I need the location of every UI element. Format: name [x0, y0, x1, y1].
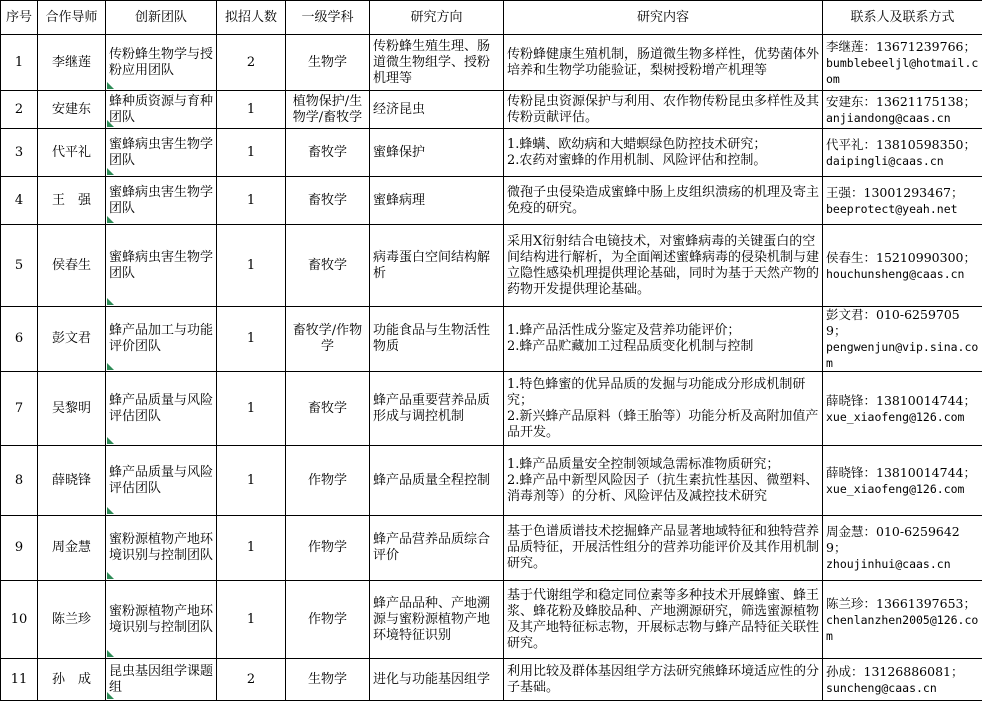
- contact-name-phone: 安建东：13621175138；: [826, 94, 979, 110]
- discipline: 畜牧学/作物学: [286, 307, 370, 372]
- recruit-count: 2: [217, 35, 286, 91]
- column-header: 合作导师: [38, 1, 106, 35]
- contact-info: [823, 91, 982, 129]
- table-row: [1, 91, 982, 129]
- research-content: [504, 225, 823, 307]
- research-content: [504, 177, 823, 225]
- discipline: 作物学: [286, 581, 370, 659]
- team-name: 蜜粉源植物产地环境识别与控制团队: [106, 516, 217, 581]
- table-row: [1, 581, 982, 659]
- contact-email[interactable]: xue_xiaofeng@126.com: [826, 409, 979, 425]
- contact-email[interactable]: pengwenjun@vip.sina.com: [826, 339, 979, 371]
- contact-name-phone: 侯春生：15210990300；: [826, 250, 979, 266]
- recruit-count: 1: [217, 91, 286, 129]
- research-content-line: 1.特色蜂蜜的优异品质的发掘与功能成分形成机制研究；: [507, 377, 819, 409]
- row-number: 1: [1, 35, 38, 91]
- row-number: 10: [1, 581, 38, 659]
- contact-info: [823, 516, 982, 581]
- table-body: [1, 35, 982, 701]
- contact-info: [823, 35, 982, 91]
- research-direction: 蜂产品品种、产地溯源与蜜粉源植物产地环境特征识别: [370, 581, 504, 659]
- team-name: 蜂产品质量与风险评估团队: [106, 446, 217, 516]
- discipline: 畜牧学: [286, 372, 370, 446]
- contact-name-phone: 薛晓锋：13810014744；: [826, 465, 979, 481]
- column-header: 序号: [1, 1, 38, 35]
- research-content-line: 微孢子虫侵染造成蜜蜂中肠上皮组织溃疡的机理及寄主免疫的研究。: [507, 185, 819, 217]
- research-direction: 病毒蛋白空间结构解析: [370, 225, 504, 307]
- discipline: 畜牧学: [286, 177, 370, 225]
- team-name: 蜂产品加工与功能评价团队: [106, 307, 217, 372]
- research-content-line: 1.蜂产品质量安全控制领域急需标准物质研究；: [507, 457, 819, 473]
- contact-name-phone: 李继莲：13671239766；: [826, 39, 979, 55]
- research-content-line: 2.蜂产品中新型风险因子（抗生素抗性基因、微塑料、消毒剂等）的分析、风险评估及减控技术研究: [507, 473, 819, 505]
- contact-name-phone: 周金慧：010-62596429；: [826, 524, 979, 556]
- research-direction: 经济昆虫: [370, 91, 504, 129]
- contact-info: [823, 581, 982, 659]
- row-number: 3: [1, 129, 38, 177]
- team-name: 蜜蜂病虫害生物学团队: [106, 177, 217, 225]
- contact-info: [823, 659, 982, 701]
- contact-name-phone: 王强：13001293467；: [826, 185, 979, 201]
- research-content-line: 传粉昆虫资源保护与利用、农作物传粉昆虫多样性及其传粉贡献评估。: [507, 94, 819, 126]
- research-content-line: 基于色谱质谱技术挖掘蜂产品显著地域特征和独特营养品质特征，开展活性组分的营养功能评价及其作用机制研究。: [507, 524, 819, 572]
- recruit-count: 1: [217, 225, 286, 307]
- contact-name-phone: 孙成：13126886081；: [826, 664, 979, 680]
- contact-email[interactable]: xue_xiaofeng@126.com: [826, 481, 979, 497]
- research-content-line: 采用X衍射结合电镜技术，对蜜蜂病毒的关键蛋白的空间结构进行解析，为全面阐述蜜蜂病毒的侵染机制与建立隐性感染机理提供理论基础，同时为基于天然产物的药物开发提供理论基础。: [507, 234, 819, 298]
- contact-name-phone: 彭文君：010-62597059；: [826, 307, 979, 339]
- mentor-name: 代平礼: [38, 129, 106, 177]
- mentor-name: 李继莲: [38, 35, 106, 91]
- discipline: 畜牧学: [286, 225, 370, 307]
- discipline: 生物学: [286, 659, 370, 701]
- research-content: [504, 581, 823, 659]
- table-row: [1, 307, 982, 372]
- research-content-line: 利用比较及群体基因组学方法研究熊蜂环境适应性的分子基础。: [507, 664, 819, 696]
- discipline: 植物保护/生物学/畜牧学: [286, 91, 370, 129]
- discipline: 作物学: [286, 516, 370, 581]
- column-header: 创新团队: [106, 1, 217, 35]
- contact-info: [823, 307, 982, 372]
- research-direction: 进化与功能基因组学: [370, 659, 504, 701]
- table-row: [1, 659, 982, 701]
- recruit-count: 1: [217, 307, 286, 372]
- row-number: 11: [1, 659, 38, 701]
- mentor-name: 吴黎明: [38, 372, 106, 446]
- table-row: [1, 225, 982, 307]
- discipline: 畜牧学: [286, 129, 370, 177]
- team-name: 蜂种质资源与育种团队: [106, 91, 217, 129]
- contact-email[interactable]: anjiandong@caas.cn: [826, 110, 979, 126]
- research-content: [504, 659, 823, 701]
- row-number: 4: [1, 177, 38, 225]
- research-content: [504, 129, 823, 177]
- recruit-count: 1: [217, 581, 286, 659]
- row-number: 9: [1, 516, 38, 581]
- discipline: 作物学: [286, 446, 370, 516]
- recruit-count: 1: [217, 372, 286, 446]
- contact-info: [823, 446, 982, 516]
- contact-info: [823, 177, 982, 225]
- row-number: 2: [1, 91, 38, 129]
- research-direction: 蜜蜂保护: [370, 129, 504, 177]
- contact-info: [823, 225, 982, 307]
- mentor-name: 孙 成: [38, 659, 106, 701]
- contact-email[interactable]: chenlanzhen2005@126.com: [826, 612, 979, 644]
- research-direction: 蜂产品质量全程控制: [370, 446, 504, 516]
- contact-name-phone: 薛晓锋：13810014744；: [826, 393, 979, 409]
- recruit-count: 1: [217, 446, 286, 516]
- research-content: [504, 516, 823, 581]
- recruit-count: 1: [217, 129, 286, 177]
- column-header: 拟招人数: [217, 1, 286, 35]
- research-content-line: 基于代谢组学和稳定同位素等多种技术开展蜂蜜、蜂王浆、蜂花粉及蜂胶品种、产地溯源研究，筛选蜜源植物及其产地特征标志物，开展标志物与蜂产品特征关联性研究。: [507, 588, 819, 652]
- mentor-name: 侯春生: [38, 225, 106, 307]
- team-name: 蜂产品质量与风险评估团队: [106, 372, 217, 446]
- research-direction: 功能食品与生物活性物质: [370, 307, 504, 372]
- team-name: 昆虫基因组学课题组: [106, 659, 217, 701]
- recruit-count: 2: [217, 659, 286, 701]
- column-header: 联系人及联系方式: [823, 1, 982, 35]
- research-content-line: 传粉蜂健康生殖机制，肠道微生物多样性，优势菌体外培养和生物学功能验证，梨树授粉增产机理等: [507, 47, 819, 79]
- contact-email[interactable]: suncheng@caas.cn: [826, 680, 979, 696]
- row-number: 8: [1, 446, 38, 516]
- table-row: [1, 129, 982, 177]
- mentor-name: 薛晓锋: [38, 446, 106, 516]
- research-direction: 蜂产品重要营养品质形成与调控机制: [370, 372, 504, 446]
- recruit-count: 1: [217, 177, 286, 225]
- mentor-name: 安建东: [38, 91, 106, 129]
- research-content-line: 1.蜂螨、欧幼病和大蜡螟绿色防控技术研究；: [507, 137, 819, 153]
- table-row: [1, 35, 982, 91]
- row-number: 6: [1, 307, 38, 372]
- contact-email[interactable]: zhoujinhui@caas.cn: [826, 556, 979, 572]
- contact-email[interactable]: houchunsheng@caas.cn: [826, 266, 979, 282]
- research-content-line: 2.新兴蜂产品原料（蜂王胎等）功能分析及高附加值产品开发。: [507, 409, 819, 441]
- mentor-name: 周金慧: [38, 516, 106, 581]
- table-row: [1, 372, 982, 446]
- team-name: 蜜粉源植物产地环境识别与控制团队: [106, 581, 217, 659]
- research-direction: 蜜蜂病理: [370, 177, 504, 225]
- row-number: 7: [1, 372, 38, 446]
- research-content: [504, 446, 823, 516]
- team-name: 蜜蜂病虫害生物学团队: [106, 129, 217, 177]
- discipline: 生物学: [286, 35, 370, 91]
- contact-name-phone: 代平礼：13810598350；: [826, 137, 979, 153]
- column-header: 研究内容: [504, 1, 823, 35]
- research-direction: 蜂产品营养品质综合评价: [370, 516, 504, 581]
- table-row: [1, 446, 982, 516]
- contact-email[interactable]: bumblebeeljl@hotmail.com: [826, 55, 979, 87]
- column-header: 一级学科: [286, 1, 370, 35]
- recruit-count: 1: [217, 516, 286, 581]
- research-direction: 传粉蜂生殖生理、肠道微生物组学、授粉机理等: [370, 35, 504, 91]
- table-row: [1, 177, 982, 225]
- mentor-name: 王 强: [38, 177, 106, 225]
- header-row: [1, 1, 982, 35]
- research-content: [504, 372, 823, 446]
- contact-email[interactable]: daipingli@caas.cn: [826, 153, 979, 169]
- contact-info: [823, 372, 982, 446]
- table-row: [1, 516, 982, 581]
- research-content-line: 2.蜂产品贮藏加工过程品质变化机制与控制: [507, 339, 819, 355]
- mentor-name: 陈兰珍: [38, 581, 106, 659]
- research-content: [504, 35, 823, 91]
- team-name: 传粉蜂生物学与授粉应用团队: [106, 35, 217, 91]
- column-header: 研究方向: [370, 1, 504, 35]
- row-number: 5: [1, 225, 38, 307]
- contact-name-phone: 陈兰珍：13661397653；: [826, 596, 979, 612]
- research-content-line: 2.农药对蜜蜂的作用机制、风险评估和控制。: [507, 153, 819, 169]
- research-content: [504, 307, 823, 372]
- research-content-line: 1.蜂产品活性成分鉴定及营养功能评价；: [507, 323, 819, 339]
- research-content: [504, 91, 823, 129]
- team-name: 蜜蜂病虫害生物学团队: [106, 225, 217, 307]
- contact-email[interactable]: beeprotect@yeah.net: [826, 201, 979, 217]
- contact-info: [823, 129, 982, 177]
- mentor-name: 彭文君: [38, 307, 106, 372]
